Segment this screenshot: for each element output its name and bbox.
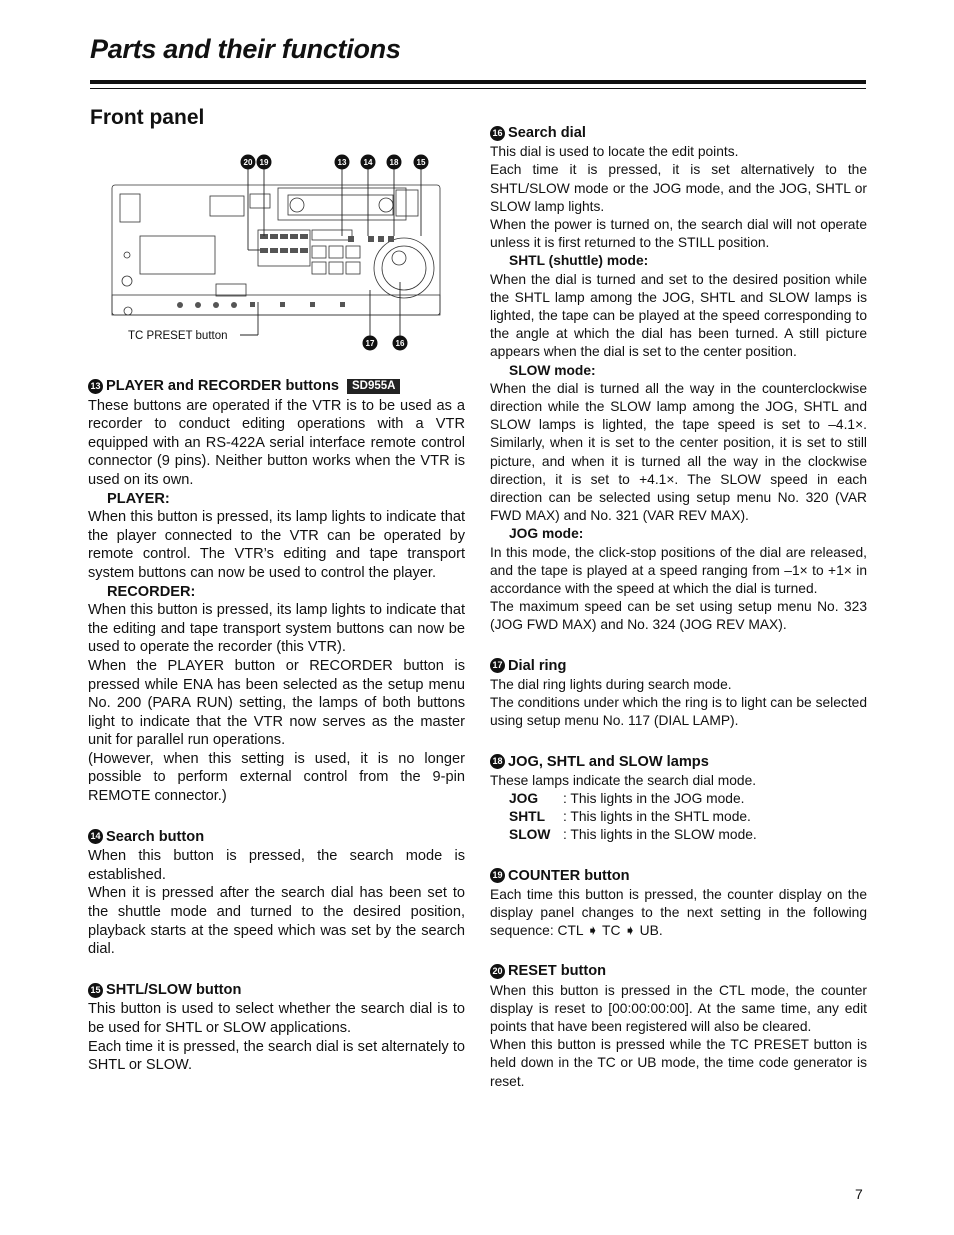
section-15-title: SHTL/SLOW button xyxy=(106,981,242,998)
front-panel-illustration xyxy=(100,150,460,360)
section-19-body: Each time this button is pressed, the counter display on the display panel changes to the next setting in the following sequence: CTL ➧ TC ➧ UB. xyxy=(490,886,867,939)
section-13-body: These buttons are operated if the VTR is to be used as a recorder to conduct editing operations with a VTR equipped with an RS-422A serial interface remote control connector (9 pins). Neither button works when the VTR is used on its own. xyxy=(88,397,465,488)
callout-13: 13 xyxy=(337,158,347,167)
section-13-note-2: (However, when this setting is used, it is no longer possible to perform external control from the 9-pin REMOTE connector.) xyxy=(88,750,465,805)
section-13-note-1: When the PLAYER button or RECORDER button is pressed while ENA has been selected as the setup menu No. 200 (PARA RUN) setting, the lamps of both buttons light to indicate that the VTR now serves as the master unit for parallel run operations. xyxy=(88,657,465,749)
section-14-body-1: When this button is pressed, the search mode is established. xyxy=(88,848,465,883)
tc-preset-label: TC PRESET button xyxy=(128,330,228,342)
section-14-heading xyxy=(88,828,465,847)
section-17-body-1: The dial ring lights during search mode. xyxy=(490,676,732,692)
shtl-mode-body: When the dial is turned and set to the desired position while the SHTL lamp among the JOG, SHTL and SLOW lamps is lighted, the tape can be played at the speed corresponding to the angle at which the dial has been turned. A still picture appears when the dial is set to the center position. xyxy=(490,271,867,360)
section-14-title: Search button xyxy=(106,828,205,845)
lamp-value: : This lights in the SLOW mode. xyxy=(563,827,757,843)
section-15 xyxy=(88,981,465,1075)
section-17-body-2: The conditions under which the ring is to light can be selected using setup menu No. 117 (DIAL LAMP). xyxy=(490,695,867,729)
lamp-row-slow xyxy=(509,826,867,844)
page-title: Parts and their functions xyxy=(90,34,401,64)
model-badge: SD955A xyxy=(347,379,400,394)
section-15-body-2: Each time it is pressed, the search dial is set alternately to SHTL or SLOW. xyxy=(88,1038,465,1074)
section-15-heading xyxy=(88,981,465,1000)
lamp-key: JOG xyxy=(509,790,539,806)
section-16-heading xyxy=(490,124,867,142)
lamp-row-jog xyxy=(509,790,867,808)
jog-mode-body-2: The maximum speed can be set using setup menu No. 323 (JOG FWD MAX) and No. 324 (JOG REV MAX). xyxy=(490,599,867,633)
section-18-body: These lamps indicate the search dial mode. xyxy=(490,772,757,788)
player-body: When this button is pressed, its lamp lights to indicate that the player connected to the VTR can be operated by remote control. The VTR’s editing and tape transport system buttons can now be used to control the player. xyxy=(88,509,465,581)
number-19-badge: 19 xyxy=(490,868,505,883)
section-17-title: Dial ring xyxy=(508,657,567,674)
callout-14: 14 xyxy=(363,158,373,167)
number-13-badge: 13 xyxy=(88,379,103,394)
section-16-body-3: When the power is turned on, the search dial will not operate unless it is first returned to the STILL position. xyxy=(490,217,867,251)
number-17-badge: 17 xyxy=(490,658,505,673)
section-17-heading xyxy=(490,657,867,675)
section-20 xyxy=(490,962,867,1090)
number-20-badge: 20 xyxy=(490,964,505,979)
section-16-body-1: This dial is used to locate the edit points. xyxy=(490,144,739,160)
section-16 xyxy=(490,124,867,635)
left-column xyxy=(88,377,465,1097)
player-heading: PLAYER: xyxy=(107,490,170,507)
jog-mode-heading: JOG mode: xyxy=(509,526,584,542)
lamp-key: SLOW xyxy=(509,827,551,843)
lamp-value: : This lights in the SHTL mode. xyxy=(563,809,751,825)
title-rule-thin xyxy=(90,88,866,89)
number-15-badge: 15 xyxy=(88,983,103,998)
section-13-heading xyxy=(88,377,465,396)
page-number: 7 xyxy=(855,1186,863,1202)
section-15-body-1: This button is used to select whether the search dial is to be used for SHTL or SLOW applications. xyxy=(88,1001,465,1036)
section-18-heading xyxy=(490,753,867,771)
section-13 xyxy=(88,377,465,806)
slow-mode-heading: SLOW mode: xyxy=(509,362,596,378)
slow-mode-body: When the dial is turned all the way in the counterclockwise direction while the SLOW lamp among the JOG, SHTL and SLOW lamps is lighted, the tape speed is set to –4.1×. Similarly, when it is set to the center position, it is set to still picture, and when it is turned all the way in the clockwise direction, it is set to +4.1×. The SLOW speed in each direction can be selected using setup menu No. 320 (VAR FWD MAX) and No. 321 (VAR REV MAX). xyxy=(490,380,867,524)
section-18 xyxy=(490,753,867,845)
section-17 xyxy=(490,657,867,731)
callout-18: 18 xyxy=(389,158,399,167)
lamp-value: : This lights in the JOG mode. xyxy=(563,790,745,806)
number-14-badge: 14 xyxy=(88,829,103,844)
section-16-title: Search dial xyxy=(508,125,586,141)
section-13-title: PLAYER and RECORDER buttons xyxy=(106,378,339,394)
number-18-badge: 18 xyxy=(490,754,505,769)
section-19-title: COUNTER button xyxy=(508,867,630,884)
number-16-badge: 16 xyxy=(490,126,505,141)
section-title: Front panel xyxy=(90,106,205,129)
jog-mode-body-1: In this mode, the click-stop positions of the dial are released, and the tape is played at a speed ranging from –1× to +1× in accordance with the speed at which the dial is turned. xyxy=(490,544,867,597)
callout-15: 15 xyxy=(416,158,426,167)
lamp-key: SHTL xyxy=(509,809,546,825)
section-20-body-2: When this button is pressed while the TC PRESET button is held down in the TC or UB mode, the time code generator is reset. xyxy=(490,1037,867,1089)
callout-17: 17 xyxy=(365,339,375,348)
lamp-row-shtl xyxy=(509,808,867,826)
section-20-body-1: When this button is pressed in the CTL mode, the counter display is reset to [00:00:00:00]. At the same time, any edit points that have been registered will also be cleared. xyxy=(490,982,867,1034)
section-14 xyxy=(88,828,465,959)
section-20-title: RESET button xyxy=(508,963,607,980)
callout-19: 19 xyxy=(259,158,269,167)
right-column xyxy=(490,124,867,1113)
callout-20: 20 xyxy=(243,158,253,167)
section-16-body-2: Each time it is pressed, it is set alternatively to the SHTL/SLOW mode or the JOG mode, and the JOG, SHTL or SLOW lamp lights. xyxy=(490,162,867,214)
section-18-title: JOG, SHTL and SLOW lamps xyxy=(508,753,709,770)
shtl-mode-heading: SHTL (shuttle) mode: xyxy=(509,253,649,269)
callout-16: 16 xyxy=(395,339,405,348)
recorder-body: When this button is pressed, its lamp lights to indicate that the editing and tape transport system buttons can now be used to operate the recorder (this VTR). xyxy=(88,602,465,656)
section-20-heading xyxy=(490,962,867,980)
section-19-heading xyxy=(490,867,867,885)
section-14-body-2: When it is pressed after the search dial has been set to the shuttle mode and turned to the desired position, playback starts at the speed which was set by the search dial. xyxy=(88,885,465,958)
recorder-heading: RECORDER: xyxy=(107,583,196,600)
title-rule-thick xyxy=(90,80,866,84)
section-19 xyxy=(490,867,867,941)
